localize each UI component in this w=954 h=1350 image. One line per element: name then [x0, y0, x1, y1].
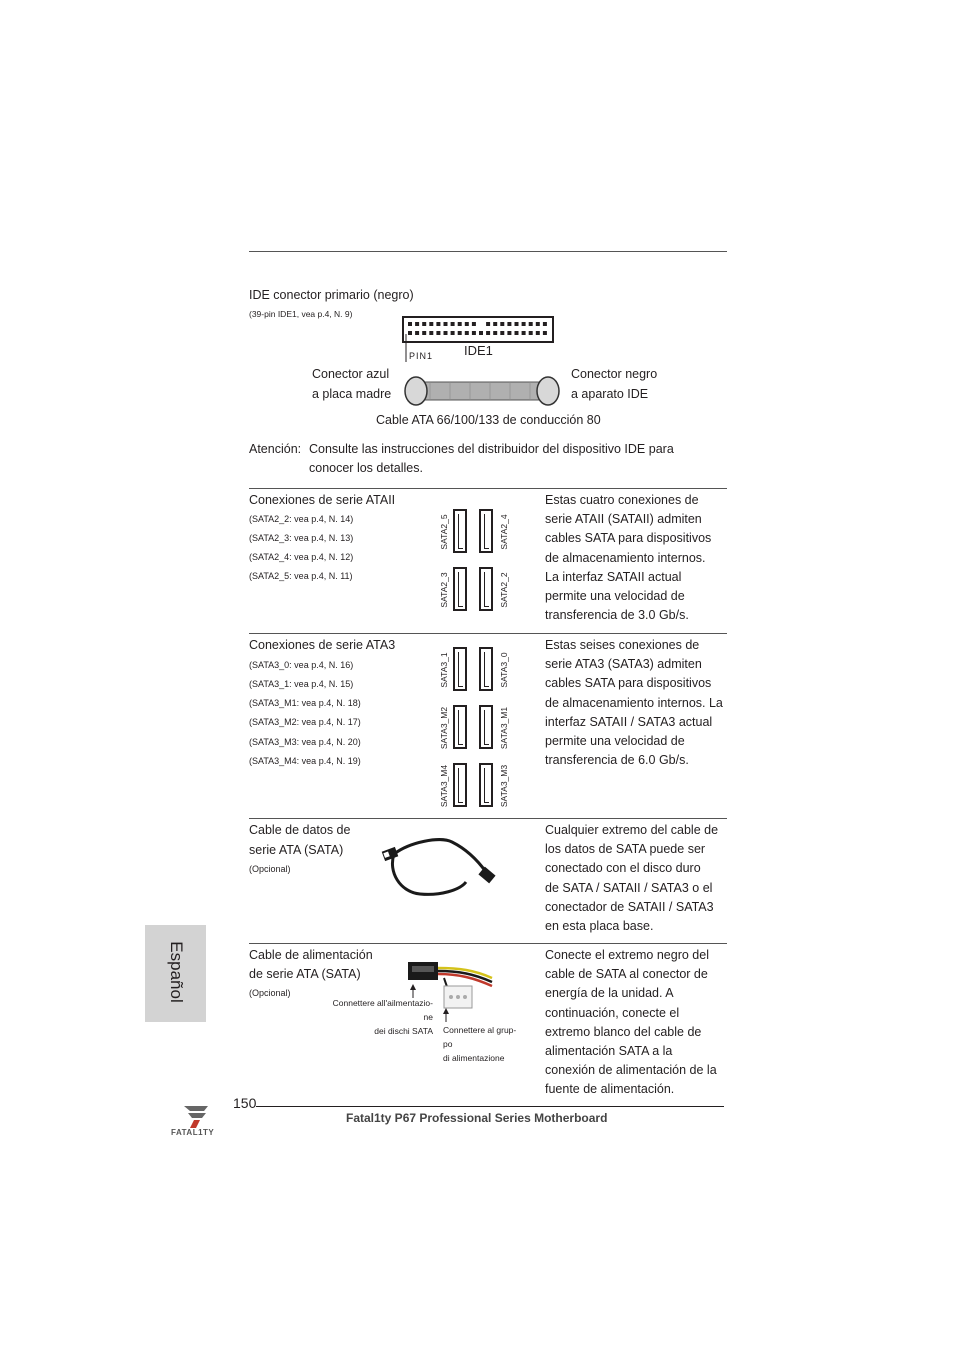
sata-port [453, 509, 467, 553]
sata-port-label: SATA3_0 [499, 652, 509, 688]
sata2-ref: (SATA2_2: vea p.4, N. 14) [249, 514, 354, 524]
sata2-ref: (SATA2_5: vea p.4, N. 11) [249, 571, 353, 581]
ide-pin [429, 322, 433, 326]
ide-pin [465, 322, 469, 326]
sata-port-label: SATA3_M4 [439, 764, 449, 808]
sata2-ref: (SATA2_4: vea p.4, N. 12) [249, 552, 354, 562]
sata-port-label: SATA2_5 [439, 514, 449, 550]
optional-label: (Opcional) [249, 864, 291, 874]
ide-pin [493, 322, 497, 326]
sata-power-cable-description: Conecte el extremo negro del cable de SATA al conector de energía de la unidad. A continuación, conecte el extremo blanco del cable de alimentación SATA a la conexión de alimentación de la fuente de alimentación. [545, 948, 717, 1097]
fatal1ty-logo-text: FATAL1TY [171, 1128, 215, 1137]
ide-pin [422, 322, 426, 326]
attention-line1: Consulte las instrucciones del distribuidor del dispositivo IDE para [309, 442, 674, 456]
sata3-ref: (SATA3_M4: vea p.4, N. 19) [249, 756, 361, 766]
sata3-description: Estas seises conexiones de serie ATA3 (SATA3) admiten cables SATA para dispositivos de almacenamiento internos. La interfaz SATAII / SATA3 actual permite una velocidad de transferencia de 6.0 Gb/s. [545, 638, 723, 768]
ide-pin [415, 322, 419, 326]
callout-right: Connettere al grup- po di alimentazione [443, 1025, 517, 1063]
ide-pin [543, 322, 547, 326]
ide-pin [536, 331, 540, 335]
cable-caption: Cable ATA 66/100/133 de conducción 80 [376, 413, 601, 427]
ide-pin [529, 322, 533, 326]
sata-port [479, 705, 493, 749]
ide-pin [507, 331, 511, 335]
sata-port-label: SATA2_4 [499, 514, 509, 550]
sata-port-label: SATA3_M3 [499, 764, 509, 808]
ide-cable-image [400, 373, 565, 409]
sata-port-label: SATA3_1 [439, 652, 449, 688]
sata-data-cable-title-1: Cable de datos de [249, 823, 351, 837]
sata-port [453, 567, 467, 611]
blue-connector-line2: a placa madre [312, 387, 392, 401]
sata-port [453, 763, 467, 807]
ide-pin [458, 322, 462, 326]
sata2-description: Estas cuatro conexiones de serie ATAII (SATAII) admiten cables SATA para dispositivos de almacenamiento internos. La interfaz SATAII actual permite una velocidad de transferencia de 3.0 Gb/s. [545, 493, 712, 623]
black-connector-line2: a aparato IDE [571, 387, 649, 401]
ide-pin [486, 331, 490, 335]
rule-4 [249, 943, 727, 944]
top-rule [249, 251, 727, 252]
sata-data-cable-title-2: serie ATA (SATA) [249, 843, 344, 857]
ide-pin [451, 322, 455, 326]
ide-pin [515, 322, 519, 326]
ide-pin [408, 322, 412, 326]
ide-pin [451, 331, 455, 335]
ide-pin [522, 322, 526, 326]
sata-port [453, 647, 467, 691]
sata3-ref: (SATA3_M3: vea p.4, N. 20) [249, 737, 361, 747]
ide-pin [465, 331, 469, 335]
optional-label: (Opcional) [249, 988, 291, 998]
sata-port-label: SATA3_M2 [439, 706, 449, 750]
ide-ref: (39-pin IDE1, vea p.4, N. 9) [249, 309, 353, 319]
ide-pin [543, 331, 547, 335]
page-number: 150 [233, 1095, 257, 1111]
ide-title: IDE conector primario (negro) [249, 288, 414, 302]
ide-pin [408, 331, 412, 335]
ide-pin [422, 331, 426, 335]
sata2-ref: (SATA2_3: vea p.4, N. 13) [249, 533, 354, 543]
ide-pin [479, 331, 483, 335]
rule-2 [249, 633, 727, 634]
ide-pin [472, 322, 476, 326]
sata-port-label: SATA3_M1 [499, 706, 509, 750]
sata3-ref: (SATA3_M1: vea p.4, N. 18) [249, 698, 361, 708]
black-connector-line1: Conector negro [571, 367, 658, 381]
sata-port [479, 647, 493, 691]
sata-data-cable-image [380, 832, 510, 902]
ide-pin [515, 331, 519, 335]
ide-pin1-label: PIN1 [409, 351, 434, 361]
sata-port [453, 705, 467, 749]
ide-pin [429, 331, 433, 335]
ide-pin [522, 331, 526, 335]
attention-label: Atención: [249, 442, 302, 456]
sata3-ref: (SATA3_1: vea p.4, N. 15) [249, 679, 354, 689]
ide-pin [500, 322, 504, 326]
ide-pin [536, 322, 540, 326]
ide-pin [444, 331, 448, 335]
sata-port [479, 509, 493, 553]
ide-pin [486, 322, 490, 326]
footer-rule [256, 1106, 724, 1107]
ide-pin [507, 322, 511, 326]
blue-connector-line1: Conector azul [312, 367, 390, 381]
sata-port [479, 763, 493, 807]
sata3-ref: (SATA3_0: vea p.4, N. 16) [249, 660, 354, 670]
sata-power-cable-title-2: de serie ATA (SATA) [249, 967, 361, 981]
rule-3 [249, 818, 727, 819]
sata-power-cable-title-1: Cable de alimentación [249, 948, 373, 962]
sata-data-cable-description: Cualquier extremo del cable de los datos de SATA puede ser conectado con el disco duro de SATA / SATAII / SATA3 o el conectador de SATAII / SATA3 en esta placa base. [545, 823, 719, 934]
sata3-ref: (SATA3_M2: vea p.4, N. 17) [249, 717, 361, 727]
ide-pin [436, 331, 440, 335]
sata-port-label: SATA2_2 [499, 572, 509, 608]
language-tab-label: Español [167, 941, 186, 1003]
rule-1 [249, 488, 727, 489]
callout-left: Connettere all'ailmentazio- ne dei dischi SATA [332, 998, 433, 1036]
footer-product: Fatal1ty P67 Professional Series Motherboard [346, 1111, 608, 1125]
attention-line2: conocer los detalles. [309, 461, 423, 475]
sata-port [479, 567, 493, 611]
sata2-title: Conexiones de serie ATAII [249, 493, 396, 507]
ide-header-label: IDE1 [464, 343, 493, 358]
ide-pin [472, 331, 476, 335]
sata3-title: Conexiones de serie ATA3 [249, 638, 396, 652]
ide-pin [529, 331, 533, 335]
ide-pin [458, 331, 462, 335]
ide-pin [444, 322, 448, 326]
ide-pin [500, 331, 504, 335]
sata-port-label: SATA2_3 [439, 572, 449, 608]
ide-pin [493, 331, 497, 335]
ide-pin [436, 322, 440, 326]
ide-pin [415, 331, 419, 335]
